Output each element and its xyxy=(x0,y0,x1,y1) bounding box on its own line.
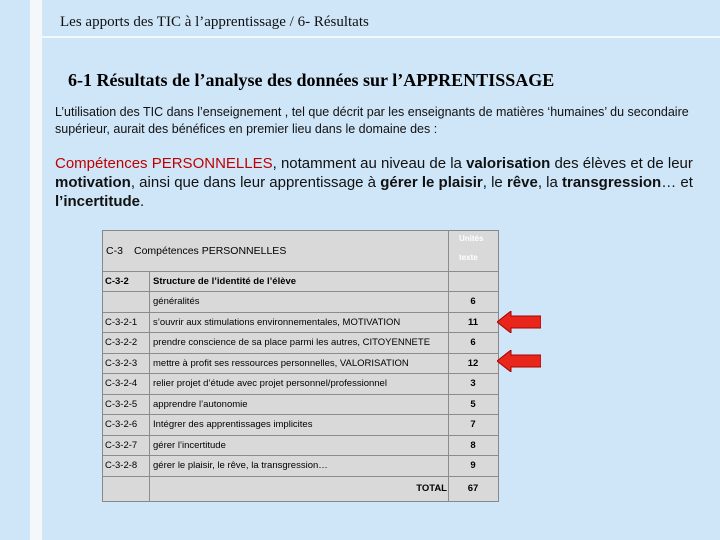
emphasis-plaisir: gérer le plaisir xyxy=(380,174,483,191)
row-label: mettre à profit ses ressources personnelles, VALORISATION xyxy=(153,357,409,369)
table-section-row xyxy=(103,271,498,291)
row-label: généralités xyxy=(153,296,200,308)
emphasis-valorisation: valorisation xyxy=(466,155,551,172)
row-value: 11 xyxy=(467,316,479,328)
left-decor-strip xyxy=(30,0,42,540)
text-span: des élèves et de leur xyxy=(550,155,693,172)
row-value: 6 xyxy=(470,296,476,308)
row-value: 12 xyxy=(467,357,479,369)
section-title: Structure de l’identité de l’élève xyxy=(153,276,297,287)
row-value: 3 xyxy=(470,378,476,390)
emphasis-transgression: transgression xyxy=(562,174,662,191)
row-value: 6 xyxy=(470,337,476,349)
results-table xyxy=(102,230,499,502)
texte-header: texte xyxy=(459,252,478,262)
slide-title: 6-1 Résultats de l’analyse des données sur l’APPRENTISSAGE xyxy=(68,70,555,90)
row-code: C-3-2-3 xyxy=(105,357,138,369)
row-value: 5 xyxy=(470,398,476,410)
row-label: gérer le plaisir, le rêve, la transgression… xyxy=(153,460,328,472)
row-label: relier projet d’étude avec projet personnel/professionnel xyxy=(153,378,387,390)
row-code: C-3-2-4 xyxy=(105,378,138,390)
row-code: C-3-2-8 xyxy=(105,460,138,472)
row-label: apprendre l’autonomie xyxy=(153,398,248,410)
row-label: s’ouvrir aux stimulations environnementales, MOTIVATION xyxy=(153,316,401,328)
total-value: 67 xyxy=(467,483,479,494)
summary-paragraph xyxy=(55,154,705,211)
units-header: Unités xyxy=(459,233,484,243)
table-row xyxy=(103,291,498,312)
row-value: 8 xyxy=(470,439,476,451)
highlight-personal-skills: Compétences PERSONNELLES xyxy=(55,155,273,172)
emphasis-incertitude: l’incertitude xyxy=(55,193,141,210)
row-value: 9 xyxy=(470,460,476,472)
table-total-row xyxy=(103,476,498,500)
emphasis-reve: rêve xyxy=(506,174,538,191)
table-row xyxy=(103,435,498,456)
arrow-left-icon xyxy=(497,350,541,372)
table-row xyxy=(103,353,498,374)
row-code: C-3-2-1 xyxy=(105,316,138,328)
row-code: C-3-2-5 xyxy=(105,398,138,410)
table-row xyxy=(103,373,498,394)
emphasis-motivation: motivation xyxy=(55,174,131,191)
text-span: , le xyxy=(482,174,507,191)
arrow-left-icon xyxy=(497,311,541,333)
header-divider xyxy=(30,36,720,38)
row-value: 7 xyxy=(470,419,476,431)
row-label: gérer l’incertitude xyxy=(153,439,226,451)
table-header-row xyxy=(103,231,498,271)
header-title: Les apports des TIC à l’apprentissage / 6- Résultats xyxy=(60,14,369,30)
section-code: C-3-2 xyxy=(105,276,129,287)
total-label: TOTAL xyxy=(416,483,447,494)
table-row xyxy=(103,414,498,435)
text-span: . xyxy=(140,193,145,210)
table-row xyxy=(103,332,498,353)
table-row xyxy=(103,455,498,476)
text-span: , ainsi que dans leur apprentissage à xyxy=(130,174,381,191)
intro-text: L’utilisation des TIC dans l’enseignement , tel que décrit par les enseignants de matières ‘humaines’ du secondaire supérieur, aurait des bénéfices en premier lieu dans le domaine des : xyxy=(55,105,689,136)
row-label: prendre conscience de sa place parmi les autres, CITOYENNETE xyxy=(153,337,431,349)
header-code: C-3 xyxy=(106,245,123,257)
table-row xyxy=(103,394,498,415)
row-label: Intégrer des apprentissages implicites xyxy=(153,419,313,431)
row-code: C-3-2-2 xyxy=(105,337,138,349)
text-span: , la xyxy=(537,174,562,191)
table-row xyxy=(103,312,498,333)
text-span: , notamment au niveau de la xyxy=(272,155,467,172)
text-span: … et xyxy=(661,174,693,191)
row-code: C-3-2-6 xyxy=(105,419,138,431)
row-code: C-3-2-7 xyxy=(105,439,138,451)
header-title-cell: Compétences PERSONNELLES xyxy=(134,245,287,257)
